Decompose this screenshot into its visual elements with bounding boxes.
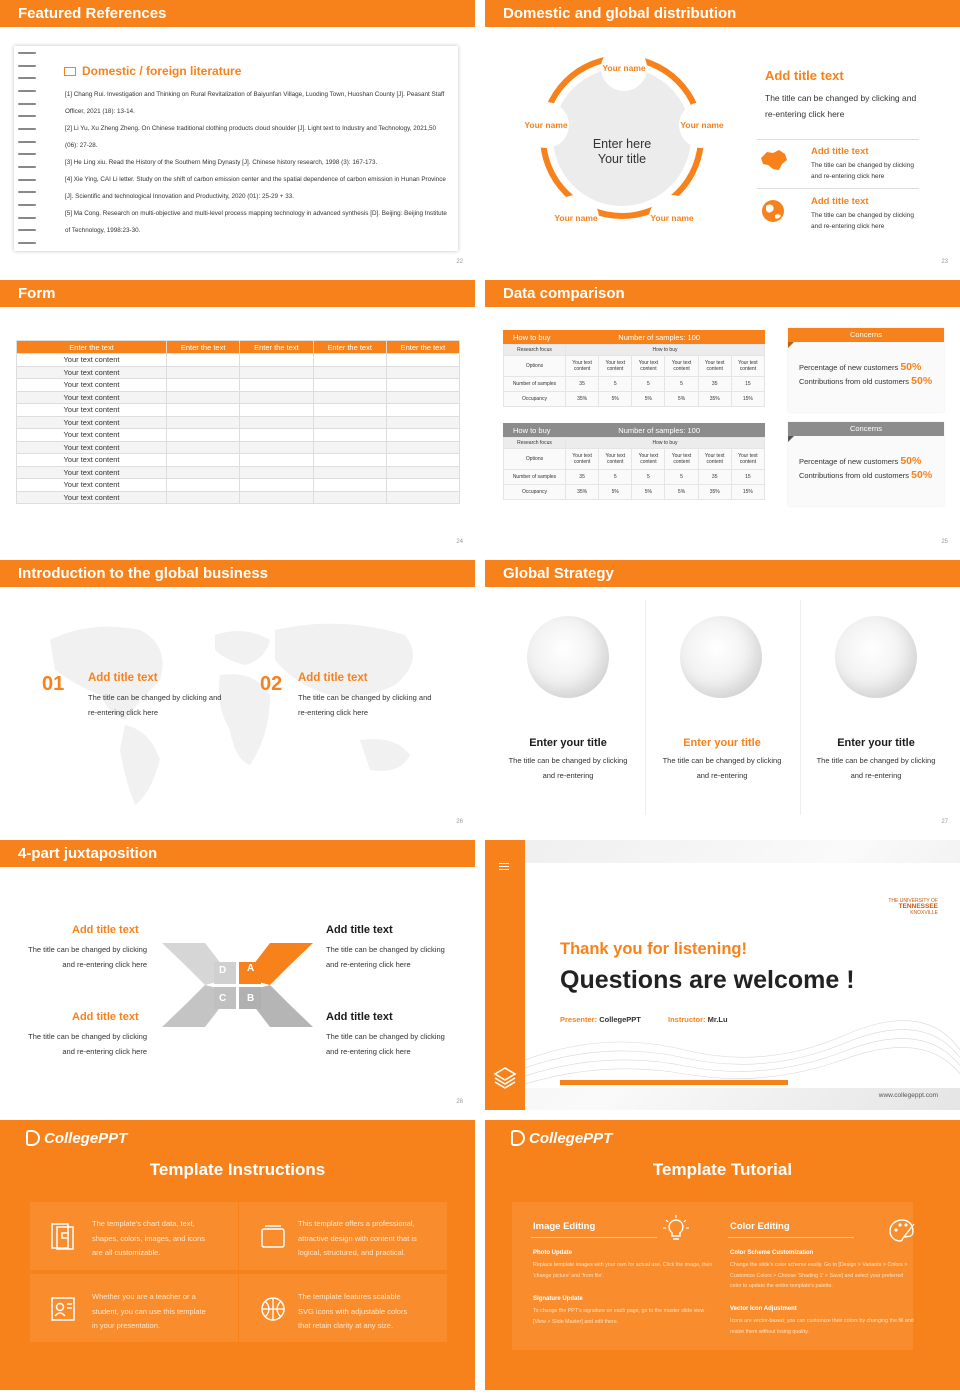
table-cell[interactable]	[386, 391, 459, 404]
concerns-box	[788, 328, 944, 412]
table-header: Enter the text	[17, 341, 167, 354]
instruction-text: Whether you are a teacher or a student, you can use this template in your presentation.	[92, 1292, 206, 1330]
table-cell[interactable]	[240, 404, 313, 417]
table-row	[17, 479, 460, 492]
section-title: Photo Update	[533, 1250, 572, 1256]
table-header: Enter the text	[313, 341, 386, 354]
logo-line: KNOXVILLE	[910, 910, 938, 916]
brand-name: CollegePPT	[529, 1130, 613, 1147]
brand-icon	[26, 1130, 40, 1146]
table-cell[interactable]	[313, 416, 386, 429]
reference-item: [1] Chang Rui. Investigation and Thinking on Rural Revitalization of Baiyunfan Village, Luoding Town, Huoshan County [J]. Peasant Staff Officer, 2021 (18): 13-14.	[65, 91, 445, 115]
name-bubble: Your name	[553, 195, 599, 241]
header-center: Number of samples: 100	[618, 332, 700, 342]
slide-juxtaposition[interactable]	[0, 840, 475, 1110]
table-header-bar	[503, 330, 765, 344]
table-cell[interactable]	[240, 454, 313, 467]
layers-icon	[493, 1065, 517, 1089]
book-icon	[64, 67, 76, 76]
new-customers-line	[799, 455, 921, 467]
right-title: Add title text	[765, 68, 844, 83]
reference-list	[65, 86, 450, 239]
part-title: Add title text	[326, 1011, 393, 1023]
table-cell[interactable]: Your text content	[17, 491, 167, 504]
table-cell[interactable]	[240, 491, 313, 504]
part-desc: The title can be changed by clicking and re-entering click here	[326, 945, 445, 969]
divider	[645, 600, 646, 815]
table-cell[interactable]	[240, 441, 313, 454]
university-logo	[888, 898, 938, 916]
china-map-icon	[757, 148, 789, 174]
comparison-grid	[503, 344, 765, 407]
globe-icon	[759, 197, 791, 223]
table-cell[interactable]	[386, 404, 459, 417]
name-bubble: Your name	[523, 102, 569, 148]
table-cell[interactable]	[386, 479, 459, 492]
reference-item: [2] Li Yu, Xu Zheng Zheng. On Chinese traditional clothing products cloud shoulder [J]. Light text to Industry and Technology, 2021,50 (06): 27-28.	[65, 125, 437, 149]
table-cell[interactable]	[313, 454, 386, 467]
table-cell[interactable]	[167, 454, 240, 467]
row-label: Research focus	[504, 345, 566, 356]
table-row	[17, 379, 460, 392]
part-title: Add title text	[326, 924, 393, 936]
page-number: 26	[456, 819, 463, 825]
left-orange-bar	[485, 840, 525, 1110]
part-letter: B	[247, 993, 255, 1004]
sample-cell: 35	[698, 470, 731, 485]
option-cell: Your text content	[566, 449, 599, 470]
table-cell[interactable]: Your text content	[17, 354, 167, 367]
page-number: 27	[941, 819, 948, 825]
sample-cell: 15	[731, 470, 764, 485]
reference-item: [3] He Ling xiu. Read the History of the Southern Ming Dynasty [J]. Chinese history research, 1998 (3): 167-173.	[65, 159, 378, 166]
row-label: How to buy	[566, 345, 765, 356]
table-cell[interactable]	[386, 441, 459, 454]
table-cell[interactable]: Your text content	[17, 416, 167, 429]
table-cell[interactable]: Your text content	[17, 366, 167, 379]
name-bubble: Your name	[679, 102, 725, 148]
sample-cell: 5	[632, 377, 665, 392]
slide-header: Domestic and global distribution	[485, 0, 960, 27]
table-cell[interactable]	[167, 466, 240, 479]
header-center: Number of samples: 100	[618, 425, 700, 435]
divider	[757, 188, 919, 189]
table-row	[17, 391, 460, 404]
instruction-text: This template offers a professional, attractive design with content that is logical, structured, and practical.	[298, 1219, 417, 1257]
table-cell[interactable]	[240, 391, 313, 404]
center-line-2: Your title	[597, 152, 647, 166]
table-cell[interactable]	[386, 491, 459, 504]
line-label: Percentage of new customers	[799, 457, 899, 466]
section-title: Color Scheme Customization	[730, 1250, 814, 1256]
center-line-1: Enter here	[592, 137, 652, 151]
occupancy-cell: 5%	[632, 485, 665, 500]
page-number: 23	[941, 259, 948, 265]
option-cell: Your text content	[599, 356, 632, 377]
presenter-name: CollegePPT	[599, 1015, 641, 1024]
palette-icon	[887, 1216, 917, 1246]
slide-header: Global Strategy	[485, 560, 960, 587]
page-number: 25	[941, 539, 948, 545]
item-title: Add title text	[88, 672, 158, 684]
globe-image	[835, 616, 917, 698]
old-customers-line	[799, 469, 932, 481]
option-cell: Your text content	[665, 356, 698, 377]
spiral-binding	[18, 52, 36, 244]
table-row	[17, 491, 460, 504]
item-title: Add title text	[298, 672, 368, 684]
slide-title: Template Tutorial	[652, 1160, 793, 1179]
option-cell: Your text content	[632, 449, 665, 470]
table-cell[interactable]	[313, 491, 386, 504]
thanks-text: Thank you for listening!	[560, 940, 748, 958]
item-number: 02	[260, 673, 283, 695]
header-left: How to buy	[513, 425, 551, 435]
table-cell[interactable]: Your text content	[17, 454, 167, 467]
table-cell[interactable]: Your text content	[17, 391, 167, 404]
part-title: Add title text	[72, 924, 139, 936]
occupancy-cell: 5%	[665, 392, 698, 407]
instructor-line	[668, 1015, 728, 1024]
table-cell[interactable]	[313, 466, 386, 479]
table-cell[interactable]	[313, 354, 386, 367]
table-row	[17, 441, 460, 454]
row-label: Occupancy	[504, 485, 566, 500]
comparison-grid	[503, 437, 765, 500]
concerns-tab: Concerns	[788, 328, 944, 342]
table-cell[interactable]: Your text content	[17, 479, 167, 492]
table-cell[interactable]	[240, 366, 313, 379]
table-cell[interactable]	[386, 354, 459, 367]
occupancy-cell: 15%	[731, 485, 764, 500]
globe-image	[527, 616, 609, 698]
part-desc: The title can be changed by clicking and re-entering click here	[326, 1032, 445, 1056]
option-cell: Your text content	[698, 449, 731, 470]
strategy-desc: The title can be changed by clicking and re-entering	[816, 756, 936, 780]
page-number: 28	[456, 1099, 463, 1105]
table-cell[interactable]: Your text content	[17, 379, 167, 392]
table-cell[interactable]	[386, 454, 459, 467]
table-cell[interactable]	[240, 416, 313, 429]
strategy-title: Enter your title	[529, 737, 607, 749]
instruction-text: The template's chart data, text, shapes, colors, images, and icons are all customizable.	[92, 1219, 205, 1257]
table-cell[interactable]	[167, 354, 240, 367]
slide-header: 4-part juxtaposition	[0, 840, 475, 867]
comparison-table	[503, 330, 765, 407]
strategy-desc: The title can be changed by clicking and re-entering	[662, 756, 782, 780]
item-desc: The title can be changed by clicking and re-entering click here	[88, 693, 222, 717]
line-value: 50%	[911, 375, 933, 387]
table-cell[interactable]: Your text content	[17, 404, 167, 417]
center-title	[565, 137, 679, 167]
table-row	[17, 429, 460, 442]
divider	[800, 600, 801, 815]
line-value: 50%	[900, 361, 922, 373]
sample-cell: 5	[599, 470, 632, 485]
instructor-name: Mr.Lu	[707, 1015, 728, 1024]
table-cell[interactable]	[167, 391, 240, 404]
table-cell[interactable]	[240, 466, 313, 479]
instruction-text: The template features scalable SVG icons with adjustable colors that retain clarity at any size.	[298, 1292, 408, 1330]
part-title: Add title text	[72, 1011, 139, 1023]
table-row	[17, 416, 460, 429]
basketball-icon	[258, 1294, 288, 1324]
table-cell[interactable]: Your text content	[17, 466, 167, 479]
row-label: Number of samples	[504, 377, 566, 392]
option-cell: Your text content	[665, 449, 698, 470]
sub-desc: The title can be changed by clicking and re-entering click here	[811, 162, 914, 180]
old-customers-line	[799, 375, 932, 387]
table-cell[interactable]	[386, 379, 459, 392]
row-label: Occupancy	[504, 392, 566, 407]
slide-template-instructions[interactable]	[0, 1120, 475, 1390]
option-cell: Your text content	[566, 356, 599, 377]
table-row	[17, 354, 460, 367]
concerns-tab: Concerns	[788, 422, 944, 436]
table-cell[interactable]	[313, 479, 386, 492]
slide-template-tutorial[interactable]	[485, 1120, 960, 1390]
item-desc: The title can be changed by clicking and re-entering click here	[298, 693, 432, 717]
table-cell[interactable]	[313, 429, 386, 442]
reference-item: [4] Xie Ying, CAI Li letter. Study on the shift of carbon emission center and the spatial dependence of carbon emission in Hunan Province [J]. Scientific and technological Innovation and Productivity, 2020 (01): 25-29 + 33.	[65, 176, 446, 200]
sample-cell: 15	[731, 377, 764, 392]
table-cell[interactable]	[386, 366, 459, 379]
form-table	[16, 340, 460, 504]
window-icon	[258, 1221, 288, 1251]
panel-divider	[531, 1237, 657, 1238]
table-cell[interactable]	[167, 479, 240, 492]
table-cell[interactable]	[167, 441, 240, 454]
table-row	[17, 404, 460, 417]
sample-cell: 5	[632, 470, 665, 485]
occupancy-cell: 35%	[698, 485, 731, 500]
section-desc: Replace template images with your own for actual use. Click the image, then 'change picture' and 'from file'.	[533, 1262, 713, 1279]
slide-thank-you[interactable]	[485, 840, 960, 1110]
presenter-label: Presenter:	[560, 1015, 598, 1024]
reference-item: [5] Ma Cong. Research on multi-objective and multi-level process mapping technology in advanced synthesis [D]. Beijing: Beijing Institute of Technology, 1998:23-30.	[65, 210, 447, 234]
row-label: Options	[504, 356, 566, 377]
occupancy-cell: 5%	[665, 485, 698, 500]
table-cell[interactable]	[167, 366, 240, 379]
occupancy-cell: 5%	[599, 485, 632, 500]
instructor-label: Instructor:	[668, 1015, 706, 1024]
table-cell[interactable]: Your text content	[17, 441, 167, 454]
four-part-diagram	[160, 940, 315, 1030]
table-cell[interactable]: Your text content	[17, 429, 167, 442]
header-left: How to buy	[513, 332, 551, 342]
name-bubble: Your name	[649, 195, 695, 241]
slide-featured-references[interactable]	[0, 0, 475, 270]
user-card-icon	[48, 1294, 78, 1324]
strategy-desc: The title can be changed by clicking and re-entering	[508, 756, 628, 780]
line-value: 50%	[911, 469, 933, 481]
logo-line: THE UNIVERSITY OF	[888, 898, 938, 904]
item-number: 01	[42, 673, 65, 695]
concerns-box	[788, 422, 944, 506]
row-label: Number of samples	[504, 470, 566, 485]
option-cell: Your text content	[698, 356, 731, 377]
table-cell[interactable]	[313, 379, 386, 392]
table-header-bar	[503, 423, 765, 437]
part-letter: A	[247, 963, 255, 974]
section-desc: Change the slide's color scheme easily. Go to [Design > Variants > Colors > Customize Colors > Choose 'Shading 1' > Save] and select your preferred color to update the entire template's palette.	[730, 1262, 908, 1289]
card-title-text: Domestic / foreign literature	[82, 64, 242, 78]
row-label: Research focus	[504, 438, 566, 449]
presenter-line	[560, 1015, 641, 1024]
right-desc: The title can be changed by clicking and re-entering click here	[765, 93, 917, 119]
sample-cell: 35	[698, 377, 731, 392]
logo-line: TENNESSEE	[898, 903, 938, 910]
slide-header: Form	[0, 280, 475, 307]
panel-title: Color Editing	[730, 1221, 790, 1232]
part-letter: D	[219, 965, 227, 976]
strategy-title: Enter your title	[837, 737, 915, 749]
sample-cell: 5	[665, 470, 698, 485]
page-number: 24	[456, 539, 463, 545]
globe-image	[680, 616, 762, 698]
menu-icon	[499, 863, 509, 864]
brand-icon	[511, 1130, 525, 1146]
table-cell[interactable]	[167, 429, 240, 442]
table-row	[17, 366, 460, 379]
table-cell[interactable]	[167, 491, 240, 504]
name-bubble: Your name	[601, 45, 647, 91]
sub-title: Add title text	[811, 196, 869, 207]
slide-header: Introduction to the global business	[0, 560, 475, 587]
brand-logo	[511, 1130, 612, 1147]
sample-cell: 35	[566, 377, 599, 392]
table-header: Enter the text	[240, 341, 313, 354]
table-cell[interactable]	[386, 466, 459, 479]
panel-title: Image Editing	[533, 1221, 596, 1232]
brand-name: CollegePPT	[44, 1130, 128, 1147]
table-cell[interactable]	[386, 429, 459, 442]
slide-form[interactable]	[0, 280, 475, 550]
slide-global-business[interactable]	[0, 560, 475, 830]
row-label: How to buy	[566, 438, 765, 449]
table-cell[interactable]	[240, 354, 313, 367]
panel-divider	[728, 1237, 854, 1238]
occupancy-cell: 5%	[599, 392, 632, 407]
comparison-table	[503, 423, 765, 500]
page-number: 22	[456, 259, 463, 265]
table-cell[interactable]	[313, 391, 386, 404]
sample-cell: 5	[665, 377, 698, 392]
table-cell[interactable]	[313, 366, 386, 379]
line-label: Contributions from old customers	[799, 471, 910, 480]
sample-cell: 5	[599, 377, 632, 392]
option-cell: Your text content	[731, 356, 764, 377]
website-url: www.collegeppt.com	[878, 1092, 938, 1099]
table-cell[interactable]	[386, 416, 459, 429]
section-desc: Icons are vector-based; you can customize their colors by changing the fill and resize them without losing quality.	[730, 1318, 914, 1335]
table-cell[interactable]	[313, 441, 386, 454]
row-label: Options	[504, 449, 566, 470]
table-cell[interactable]	[240, 379, 313, 392]
slide-data-comparison[interactable]	[485, 280, 960, 550]
slide-global-strategy[interactable]	[485, 560, 960, 830]
option-cell: Your text content	[632, 356, 665, 377]
section-title: Signature Update	[533, 1296, 583, 1302]
part-letter: C	[219, 993, 227, 1004]
slide-header: Featured References	[0, 0, 475, 27]
slide-title: Template Instructions	[149, 1160, 326, 1179]
table-cell[interactable]	[240, 429, 313, 442]
table-header: Enter the text	[386, 341, 459, 354]
section-title: Vector Icon Adjustment	[730, 1306, 797, 1312]
new-customers-line	[799, 361, 921, 373]
option-cell: Your text content	[599, 449, 632, 470]
brand-logo	[26, 1130, 127, 1147]
occupancy-cell: 15%	[731, 392, 764, 407]
wave-mesh	[525, 990, 960, 1085]
table-cell[interactable]	[167, 416, 240, 429]
sub-desc: The title can be changed by clicking and re-entering click here	[811, 212, 914, 230]
table-row	[17, 454, 460, 467]
option-cell: Your text content	[731, 449, 764, 470]
occupancy-cell: 35%	[566, 392, 599, 407]
occupancy-cell: 35%	[698, 392, 731, 407]
table-cell[interactable]	[167, 404, 240, 417]
line-label: Percentage of new customers	[799, 363, 899, 372]
table-header: Enter the text	[167, 341, 240, 354]
card-title	[64, 64, 241, 78]
orange-underline	[560, 1080, 788, 1085]
questions-text: Questions are welcome !	[560, 966, 855, 994]
table-cell[interactable]	[240, 479, 313, 492]
table-row	[17, 466, 460, 479]
table-cell[interactable]	[313, 404, 386, 417]
divider	[757, 139, 919, 140]
occupancy-cell: 35%	[566, 485, 599, 500]
table-cell[interactable]	[167, 379, 240, 392]
slide-header: Data comparison	[485, 280, 960, 307]
strategy-title: Enter your title	[683, 737, 761, 749]
lightbulb-icon	[661, 1214, 691, 1244]
document-icon	[48, 1221, 78, 1251]
occupancy-cell: 5%	[632, 392, 665, 407]
sub-title: Add title text	[811, 146, 869, 157]
slide-distribution[interactable]	[485, 0, 960, 270]
part-desc: The title can be changed by clicking and re-entering click here	[28, 945, 147, 969]
section-desc: To change the PPT's signature on each page, go to the master slide view [View > Slide Master] and edit there.	[533, 1308, 705, 1325]
sample-cell: 35	[566, 470, 599, 485]
line-label: Contributions from old customers	[799, 377, 910, 386]
part-desc: The title can be changed by clicking and re-entering click here	[28, 1032, 147, 1056]
line-value: 50%	[900, 455, 922, 467]
